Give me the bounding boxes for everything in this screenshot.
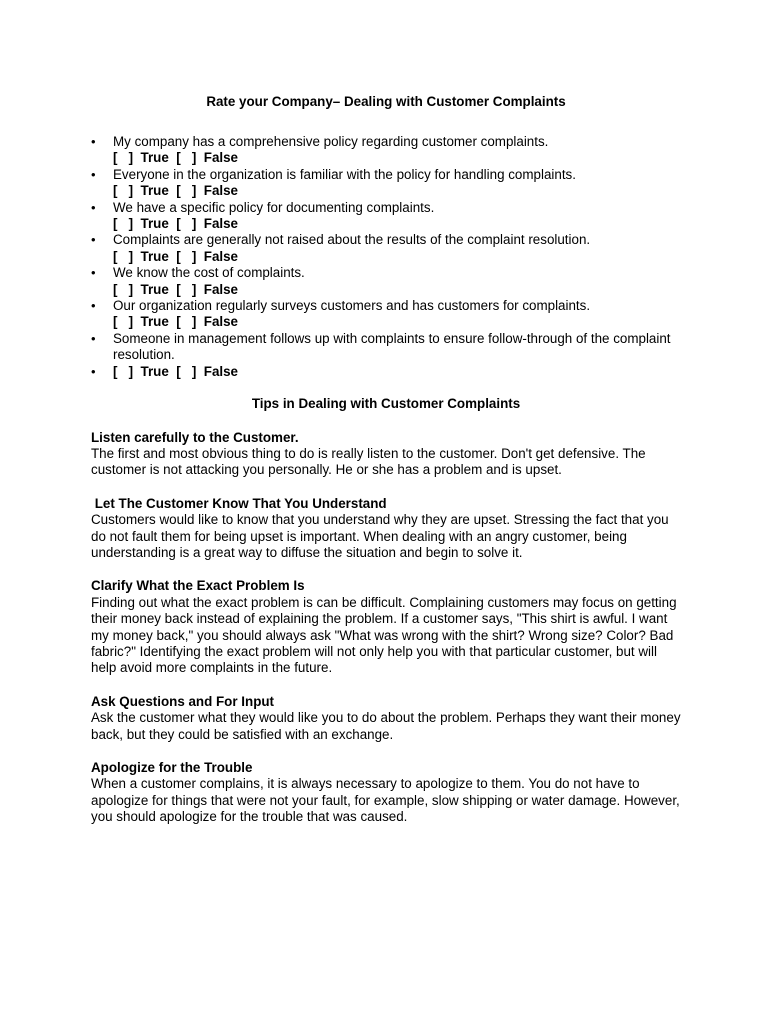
true-false-options: [ ] True [ ] False bbox=[113, 281, 239, 297]
tip-heading: Let The Customer Know That You Understand bbox=[91, 495, 387, 511]
checklist-item bbox=[91, 232, 681, 265]
bullet-icon: • bbox=[91, 166, 96, 182]
tip-body: Finding out what the exact problem is can be difficult. Complaining customers may focus on getting their money back instead of explaining the problem. If a customer says, "This shirt is awful. I want my money back," you should always ask "What was wrong with the shirt? Wrong size? Color? Bad fabric?" Identifying the exact problem will not only help you with that particular customer, but will help avoid more complaints in the future. bbox=[91, 594, 677, 676]
true-false-options: [ ] True [ ] False bbox=[113, 183, 239, 199]
tip-section bbox=[91, 430, 681, 479]
checklist-item bbox=[91, 298, 681, 331]
checklist-statement: We have a specific policy for documenting complaints. bbox=[113, 199, 435, 215]
checklist-statement: We know the cost of complaints. bbox=[113, 265, 305, 281]
checklist-statement: Our organization regularly surveys customers and has customers for complaints. bbox=[113, 298, 591, 314]
rating-checklist bbox=[91, 134, 681, 380]
checklist-statement: Everyone in the organization is familiar with the policy for handling complaints. bbox=[113, 166, 576, 182]
tip-body: The first and most obvious thing to do is really listen to the customer. Don't get defensive. The customer is not attacking you personally. He or she has a problem and is upset. bbox=[91, 445, 646, 478]
tip-section bbox=[91, 760, 681, 826]
tip-section bbox=[91, 694, 681, 743]
true-false-options: [ ] True [ ] False bbox=[113, 216, 239, 232]
checklist-item bbox=[91, 364, 681, 380]
tip-heading: Apologize for the Trouble bbox=[91, 760, 253, 775]
true-false-options: [ ] True [ ] False bbox=[113, 363, 239, 379]
tip-body: Ask the customer what they would like you to do about the problem. Perhaps they want their money back, but they could be satisfied with an exchange. bbox=[91, 710, 681, 742]
bullet-icon: • bbox=[91, 134, 96, 149]
tip-heading: Clarify What the Exact Problem Is bbox=[91, 578, 305, 594]
checklist-item bbox=[91, 265, 681, 298]
tip-body: When a customer complains, it is always necessary to apologize to them. You do not have to apologize for things that were not your fault, for example, slow shipping or water damage. However, you should apologize for the trouble that was caused. bbox=[91, 776, 680, 825]
tip-section bbox=[91, 578, 681, 676]
true-false-options: [ ] True [ ] False bbox=[113, 248, 239, 264]
bullet-icon: • bbox=[91, 265, 96, 281]
checklist-item bbox=[91, 331, 681, 364]
checklist-statement: My company has a comprehensive policy regarding customer complaints. bbox=[113, 134, 549, 149]
bullet-icon: • bbox=[91, 330, 96, 346]
bullet-icon: • bbox=[91, 298, 96, 314]
tip-heading: Listen carefully to the Customer. bbox=[91, 429, 299, 445]
checklist-statement: Someone in management follows up with complaints to ensure follow-through of the complaint resolution. bbox=[113, 330, 671, 363]
tip-heading: Ask Questions and For Input bbox=[91, 693, 275, 709]
tip-body: Customers would like to know that you understand why they are upset. Stressing the fact that you do not fault them for being upset is important. When dealing with an angry customer, being understanding is a great way to diffuse the situation and begin to solve it. bbox=[91, 512, 669, 560]
checklist-item bbox=[91, 134, 681, 167]
true-false-options: [ ] True [ ] False bbox=[113, 314, 239, 330]
document-title: Rate your Company– Dealing with Customer Complaints bbox=[206, 94, 566, 109]
checklist-statement: Complaints are generally not raised about the results of the complaint resolution. bbox=[113, 232, 591, 248]
document-page bbox=[91, 94, 681, 826]
checklist-item bbox=[91, 167, 681, 200]
bullet-icon: • bbox=[91, 232, 96, 248]
tips-section-title: Tips in Dealing with Customer Complaints bbox=[251, 396, 521, 412]
tip-section bbox=[91, 496, 681, 562]
bullet-icon: • bbox=[91, 199, 96, 215]
bullet-icon: • bbox=[91, 363, 96, 379]
true-false-options: [ ] True [ ] False bbox=[113, 150, 239, 166]
checklist-item bbox=[91, 200, 681, 233]
